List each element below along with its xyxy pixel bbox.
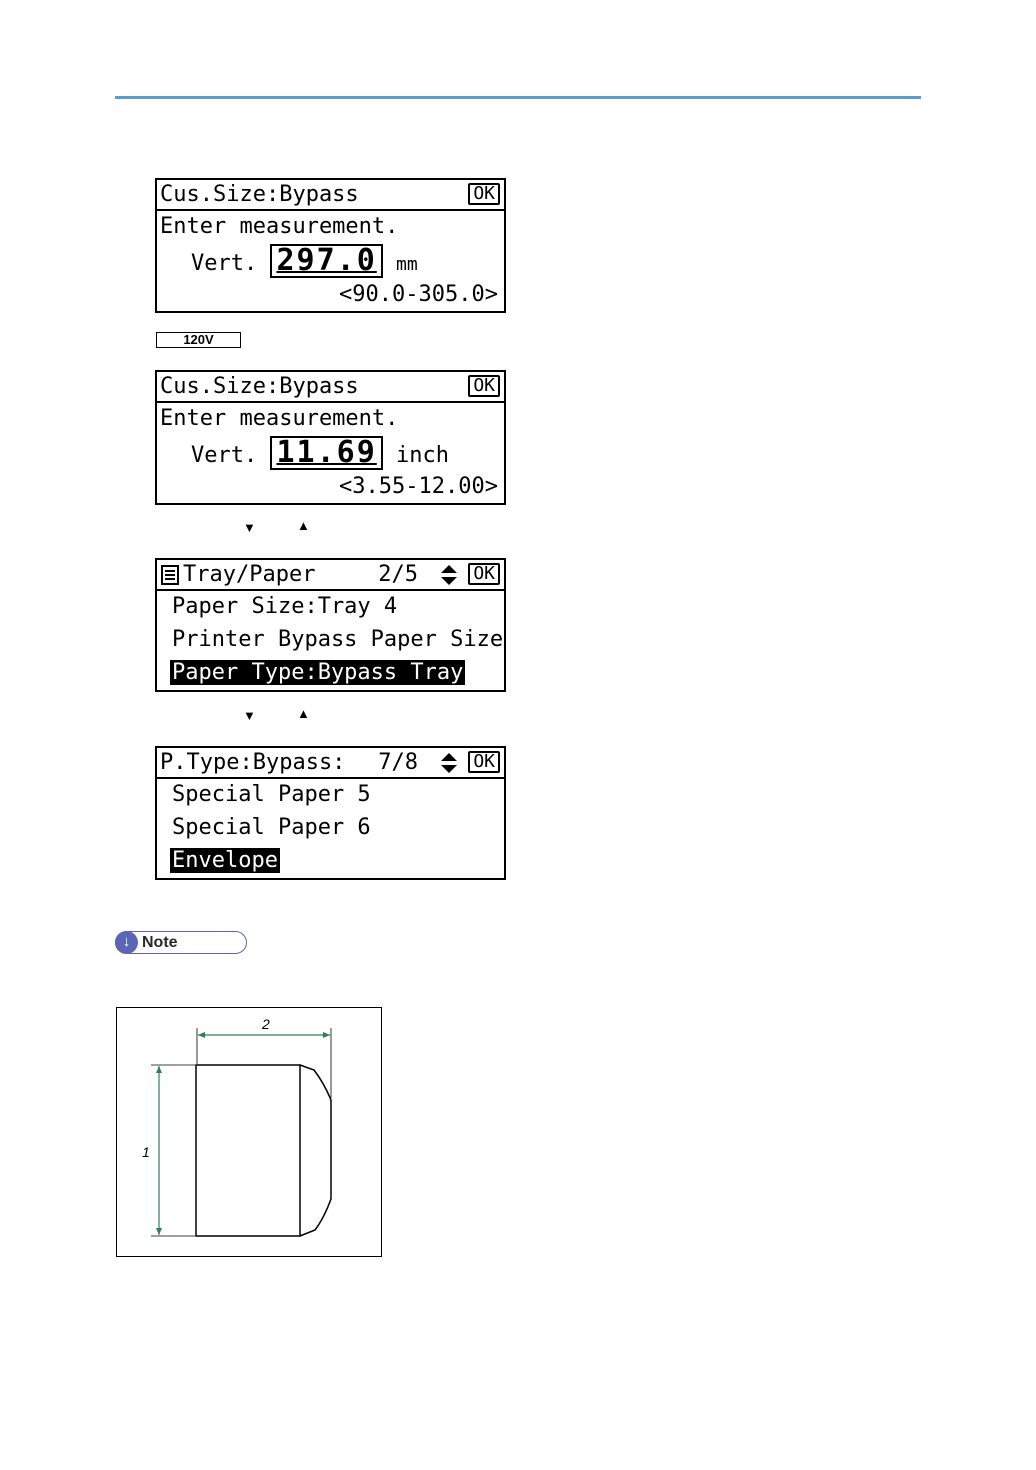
note-label: Note — [142, 934, 178, 951]
down-arrow-key-icon: ▼ — [243, 708, 256, 723]
envelope-flap — [300, 1065, 331, 1236]
field-label: Vert. — [191, 251, 258, 276]
dimension-label-1: 1 — [142, 1144, 150, 1160]
measurement-input[interactable]: 297.0 — [270, 244, 382, 278]
voltage-badge: 120V — [156, 332, 241, 348]
down-arrow-key-icon: ▼ — [243, 520, 256, 535]
lcd-screen-custom-size-inch — [155, 370, 506, 505]
header-rule — [115, 96, 921, 99]
measurement-input[interactable]: 11.69 — [270, 436, 382, 470]
field-label: Vert. — [191, 443, 258, 468]
range-text: <3.55-12.00> — [339, 474, 498, 499]
unit-label: inch — [396, 443, 450, 468]
lcd-screen-tray-paper — [155, 558, 506, 692]
menu-item[interactable]: Printer Bypass Paper Size — [172, 627, 504, 652]
scroll-up-down-icon[interactable] — [440, 564, 458, 586]
menu-item[interactable]: Paper Size:Tray 4 — [172, 594, 398, 619]
menu-item[interactable]: Special Paper 6 — [172, 815, 371, 840]
unit-label: mm — [396, 254, 418, 275]
up-arrow-key-icon: ▲ — [297, 518, 310, 533]
menu-list-icon — [161, 565, 179, 585]
page-indicator: 2/5 — [378, 562, 418, 587]
dimension-label-2: 2 — [262, 1016, 270, 1032]
lcd-screen-paper-type — [155, 746, 506, 880]
envelope-body — [196, 1065, 300, 1236]
ok-button[interactable]: OK — [468, 183, 500, 205]
measurement-row — [191, 244, 418, 278]
menu-item-selected[interactable]: Paper Type:Bypass Tray — [172, 660, 464, 685]
up-arrow-key-icon: ▲ — [297, 706, 310, 721]
screen-title: P.Type:Bypass: — [160, 750, 346, 775]
lcd-title-bar — [157, 372, 504, 403]
ok-button[interactable]: OK — [468, 751, 500, 773]
lcd-screen-custom-size-mm — [155, 178, 506, 313]
lcd-title-bar — [157, 180, 504, 211]
down-arrow-circle-icon: ↓ — [115, 931, 138, 954]
envelope-diagram — [117, 1008, 380, 1255]
scroll-up-down-icon[interactable] — [440, 752, 458, 774]
envelope-dimension-figure — [116, 1007, 382, 1257]
prompt-text: Enter measurement. — [160, 214, 399, 239]
lcd-title-bar — [157, 560, 504, 591]
lcd-title-bar — [157, 748, 504, 779]
menu-item[interactable]: Special Paper 5 — [172, 782, 371, 807]
ok-button[interactable]: OK — [468, 375, 500, 397]
measurement-row — [191, 436, 449, 470]
range-text: <90.0-305.0> — [339, 282, 498, 307]
menu-item-selected[interactable]: Envelope — [172, 848, 278, 873]
ok-button[interactable]: OK — [468, 563, 500, 585]
prompt-text: Enter measurement. — [160, 406, 399, 431]
screen-title: Tray/Paper — [183, 562, 316, 587]
page-indicator: 7/8 — [378, 750, 418, 775]
screen-title: Cus.Size:Bypass — [160, 182, 359, 207]
note-badge — [115, 931, 247, 954]
screen-title: Cus.Size:Bypass — [160, 374, 359, 399]
